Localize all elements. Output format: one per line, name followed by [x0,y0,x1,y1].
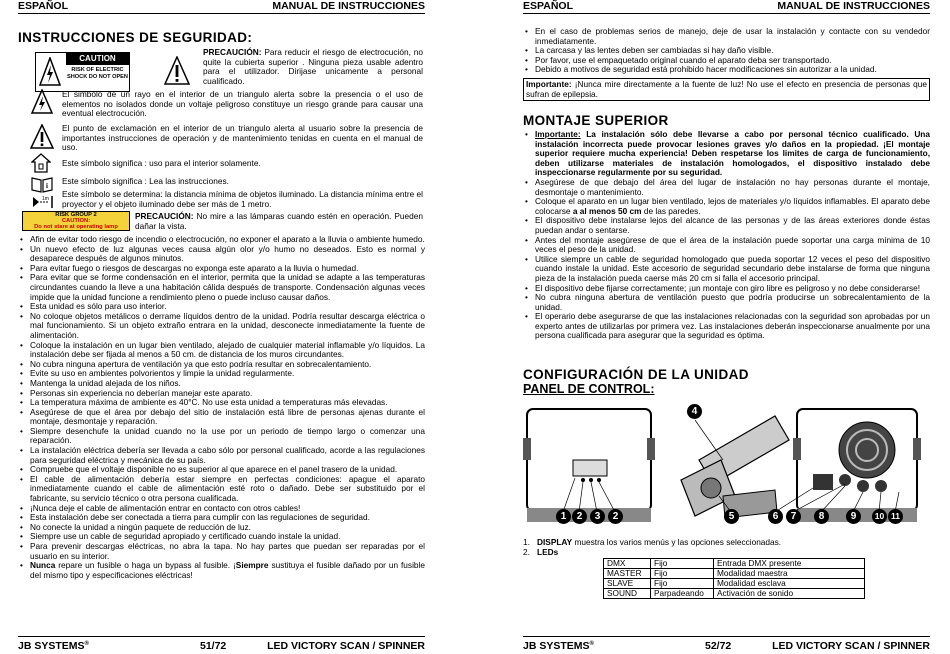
footer-product: LED VICTORY SCAN / SPINNER [772,640,930,652]
list-item: • En el caso de problemas serios de manejo, deje de usar la instalación y contacte con su vendedor inmediatamente. [523,27,930,46]
scanner-unit [681,416,789,518]
table-cell: Fijo [651,559,714,569]
rear-bracket-right [913,438,921,460]
list-item: • Nunca repare un fusible o haga un bypass al fusible. ¡Siempre sustituya el fusible dañado por un fusible del mismo tipo y especificaciones eléctricas! [18,561,425,580]
list-item: • El operario debe asegurarse de que las instalaciones relacionadas con la seguridad son aprobadas por un experto antes de utilizarlas por primera vez. Las instalaciones deberán inspeccionarse anualmente por una persona cualificada para asegurar que la seguridad es óptima. [523,312,930,341]
page-footer [18,640,425,652]
footer-rule [18,636,425,637]
mounting-bullet-list [523,130,930,341]
callout-2: 2 [572,509,587,524]
header-rule [18,13,425,14]
callout-10: 10 [872,509,887,524]
important-label: Importante: [526,79,572,89]
important-note-box [523,78,930,101]
lightning-symbol-text: El simbolo de un rayo en el interior de un triangulo alerta sobre la presencia o el uso de elementos no isolados donde un voltaje peligroso constituye un riesgo grande para causar una eventual electrocución. [62,89,423,119]
precaution-label: PRECAUCIÓN: [203,47,262,57]
power-socket [813,474,833,490]
list-item: • Por favor, use el empaquetado original cuando el aparato deba ser transportado. [523,56,930,66]
list-item: • Antes del montaje asegúrese de que el área de la instalación puede soportar una carga mínima de 10 veces el peso de la unidad. [523,236,930,255]
list-item: • Asegúrese de que el área por debajo del sitio de instalación está libre de personas ajenas durante el montaje, desmontaje y reparación. [18,408,425,427]
indoor-symbol-text: Este símbolo significa : uso para el interior solamente. [62,158,261,168]
legend-item-display: 1. DISPLAY muestra los varios menús y las opciones seleccionadas. [523,537,782,547]
header-rule [523,13,930,14]
exclamation-triangle-icon [164,56,190,86]
footer-product: LED VICTORY SCAN / SPINNER [267,640,425,652]
lightning-triangle-icon [39,57,61,87]
list-item: • La temperatura máxima de ambiente es 40°C. No use esta unidad a temperaturas más elevadas. [18,398,425,408]
risk-text: Do not stare at operating lamp [34,224,118,230]
list-item: • Asegúrese de que debajo del área del lugar de instalación no hay personas durante el montaje, desmontaje o mantenimiento. [523,178,930,197]
header-language: ESPAÑOL [523,0,573,12]
table-cell: Entrada DMX presente [714,559,865,569]
read-symbol-text: Este símbolo significa : Lea las instrucciones. [62,176,229,186]
list-item: • Debido a motivos de seguridad está prohibido hacer modificaciones sin autorizar a la unidad. [523,65,930,75]
safety-bullet-list [18,235,425,580]
list-item: • Esta instalación debe ser conectada a tierra para cumplir con las regulaciones de seguridad. [18,513,425,523]
min-distance-icon [31,193,55,211]
callout-11: 11 [888,509,903,524]
list-item: • No cubra ninguna apertura de ventilación ya que esto podría resultar en sobrecalentamiento. [18,360,425,370]
table-cell: Fijo [651,569,714,579]
table-cell: Modalidad esclava [714,579,865,589]
callout-6: 6 [768,509,783,524]
legend-item-leds: 2. LEDs [523,547,559,557]
section-title-mounting: MONTAJE SUPERIOR [523,113,669,128]
precaution-paragraph [203,48,423,86]
callout-4: 4 [687,404,702,419]
footer-brand: JB SYSTEMS® [523,640,594,652]
page-header [523,0,930,13]
front-base [527,508,651,522]
indoor-house-icon [31,153,51,173]
section-title-safety: INSTRUCCIONES DE SEGURIDAD: [18,30,253,45]
list-item: • El cable de alimentación debería estar siempre en perfectas condiciones: apague el aparato inmediatamente cuando el cable de alimentación esté roto o dañado. Debe ser substituido por el fabricante, su servicio técnico o otra persona cualificada. [18,475,425,504]
caution-label-box [35,52,130,92]
table-cell: Fijo [651,579,714,589]
table-cell: DMX [604,559,651,569]
front-bracket-left [523,438,531,460]
risk-caution: CAUTION: [61,218,91,224]
list-item: • Evite su uso en ambientes polvorientos y limpie la unidad regularmente. [18,369,425,379]
list-item: • El dispositivo debe instalarse lejos del alcance de las personas y de las áreas exteriores donde éstas puedan andar o sentarse. [523,216,930,235]
list-item: • Personas sin experiencia no deberían manejar este aparato. [18,389,425,399]
list-item: • No cubra ninguna abertura de ventilación puesto que podría producirse un sobrecalentamiento de la unidad. [523,293,930,312]
list-item: • Importante: La instalación sólo debe llevarse a cabo por personal técnico cualificado. Una instalación incorrecta puede provocar lesiones graves y/o daños en la propiedad. ¡El montaje superior requiere mucha experiencia! Deben respetarse los limites de carga de funcionamiento, deben utilizarse materiales de instalación homologados, el dispositivo instalado debe inspeccionarse regularmente por su seguridad. [523,130,930,178]
list-item: • Esta unidad es sólo para uso interior. [18,302,425,312]
footer-brand: JB SYSTEMS® [18,640,89,652]
callout-2b: 2 [608,509,623,524]
important-text: ¡Nunca mire directamente a la fuente de luz! No use el efecto en presencia de personas que sufran de epilepsia. [526,79,927,99]
risk-group-title: RISK GROUP 2 [55,212,97,218]
table-cell: Activación de sonido [714,589,865,599]
lamp-warning-body: No mire a las lámparas cuando estén en operación. Pueden dañar la vista. [135,211,423,231]
safety-bullet-list-continued [523,27,930,75]
list-item: • El dispositivo debe fijarse correctamente; ¡un montaje con giro libre es peligroso y no debe considerarse! [523,284,930,294]
exclamation-symbol-text: El punto de exclamación en el interior de un triangulo alerta al usuario sobre la presencia de importantes instrucciones de operación y de mantenimiento tenidas en cuenta en el manual de uso. [62,123,423,153]
header-language: ESPAÑOL [18,0,68,12]
callout-9: 9 [846,509,861,524]
list-item: • Siempre desenchufe la unidad cuando no la use por un periodo de tiempo largo o comenzar una reparación. [18,427,425,446]
callout-8: 8 [814,509,829,524]
table-cell: SLAVE [604,579,651,589]
front-display [573,460,607,476]
footer-rule [523,636,930,637]
table-cell: SOUND [604,589,651,599]
table-row [604,579,865,589]
list-item: • Siempre use un cable de seguridad apropiado y certificado cuando instale la unidad. [18,532,425,542]
header-manual-title: MANUAL DE INSTRUCCIONES [272,0,425,12]
callout-5: 5 [724,509,739,524]
list-item: • Afin de evitar todo riesgo de incendio o electrocución, no exponer el aparato a la lluvia o ambiente humedo. [18,235,425,245]
table-row [604,559,865,569]
distance-symbol-text: Este símbolo se determina: la distancia mínima de objetos iluminado. La distancia mínima entre el proyector y el objeto iluminado debe ser más de 1 metro. [62,189,423,209]
caution-subtext: RISK OF ELECTRIC SHOCK DO NOT OPEN [67,67,128,80]
risk-group-label [22,211,130,231]
footer-page-number: 51/72 [200,640,227,652]
list-item: • ¡Nunca deje el cable de alimentación entrar en contacto con otros cables! [18,504,425,514]
front-bracket-right [647,438,655,460]
dmx-out-connector [875,480,887,492]
list-item: • Para evitar fuego o riesgos de descargas no exponga este aparato a la lluvia o humedad. [18,264,425,274]
callout-1: 1 [556,509,571,524]
list-item: • Para evitar que se forme condensación en el interior, permita que la unidad se adapte a las temperaturas circundantes cuando la lleve a una habitación cálida después de transporte. Condensación algunas veces impide que la unidad funcione a rendimiento pleno o puede incluso causar daños. [18,273,425,302]
table-row [604,589,865,599]
distance-icon-label: 1m [42,196,49,202]
list-item: • Coloque la instalación en un lugar bien ventilado, alejado de cualquier material inflamable y/o líquidos. La instalación debe ser fijada al menos a 50 cm. de distancia de los muros circundantes. [18,341,425,360]
read-manual-book-icon [31,175,53,193]
lamp-warning-label: PRECAUCIÓN: [135,211,194,221]
right-page [523,0,930,654]
list-item: • La carcasa y las lentes deben ser cambiadas si hay daño visible. [523,46,930,56]
page-footer [523,640,930,652]
left-page [18,0,425,654]
exclamation-triangle-icon [30,124,54,150]
table-row [604,569,865,579]
list-item: • Utilice siempre un cable de seguridad homologado que pueda soportar 12 veces el peso del dispositivo cuando instale la unidad. Este accesorio de seguridad secundario debe instalarse de forma que ninguna pieza de la instalación pueda caerse más 20 cm si falla el accesorio principal. [523,255,930,284]
panel-title: PANEL DE CONTROL: [523,382,655,396]
callout-7: 7 [786,509,801,524]
list-item: • La instalación eléctrica debería ser llevada a cabo sólo por personal cualificado, acorde a las regulaciones para seguridad eléctrica y mecánica de su país. [18,446,425,465]
lightning-triangle-icon [31,89,53,115]
table-cell: Modalidad maestra [714,569,865,579]
precaution-text: Para reducir el riesgo de electrocución, no quite la cubierta superior . Ninguna pieza usable adentro para el utilizador. Dirijase unicamente a personal cualificado. [203,47,423,86]
list-item: • Compruebe que el voltaje disponible no es superior al que aparece en el panel trasero de la unidad. [18,465,425,475]
svg-text:i: i [46,182,48,190]
list-item: • Coloque el aparato en un lugar bien ventilado, lejos de materiales y/o líquidos inflamables. El aparato debe colocarse a al menos 50 cm de las paredes. [523,197,930,216]
list-item: • No coloque objetos metálicos o derrame líquidos dentro de la unidad. Podría resultar descarga eléctrica o mal funcionamiento. Si un objeto extraño entrara en la unidad, desconecte inmediatamente la fuente de alimentación. [18,312,425,341]
footer-page-number: 52/72 [705,640,732,652]
table-cell: MASTER [604,569,651,579]
callout-3: 3 [590,509,605,524]
page-header [18,0,425,13]
list-item: • Mantenga la unidad alejada de los niños. [18,379,425,389]
caution-heading: CAUTION [66,53,129,65]
lamp-warning-text [135,212,423,231]
dmx-in-connector [857,480,869,492]
section-title-configuration: CONFIGURACIÓN DE LA UNIDAD [523,367,749,382]
list-item: • Para prevenir descargas eléctricas, no abra la tapa. No hay partes que puedan ser reparadas por el usuario en su interior. [18,542,425,561]
list-item: • Un nuevo efecto de luz algunas veces causa algún olor y/o humo no deseados. Esto es normal y desaparece después de algunos minutos. [18,245,425,264]
led-status-table [603,558,865,599]
table-cell: Parpadeando [651,589,714,599]
list-item: • No conecte la unidad a ningún paquete de reducción de luz. [18,523,425,533]
rear-bracket-left [793,438,801,460]
header-manual-title: MANUAL DE INSTRUCCIONES [777,0,930,12]
